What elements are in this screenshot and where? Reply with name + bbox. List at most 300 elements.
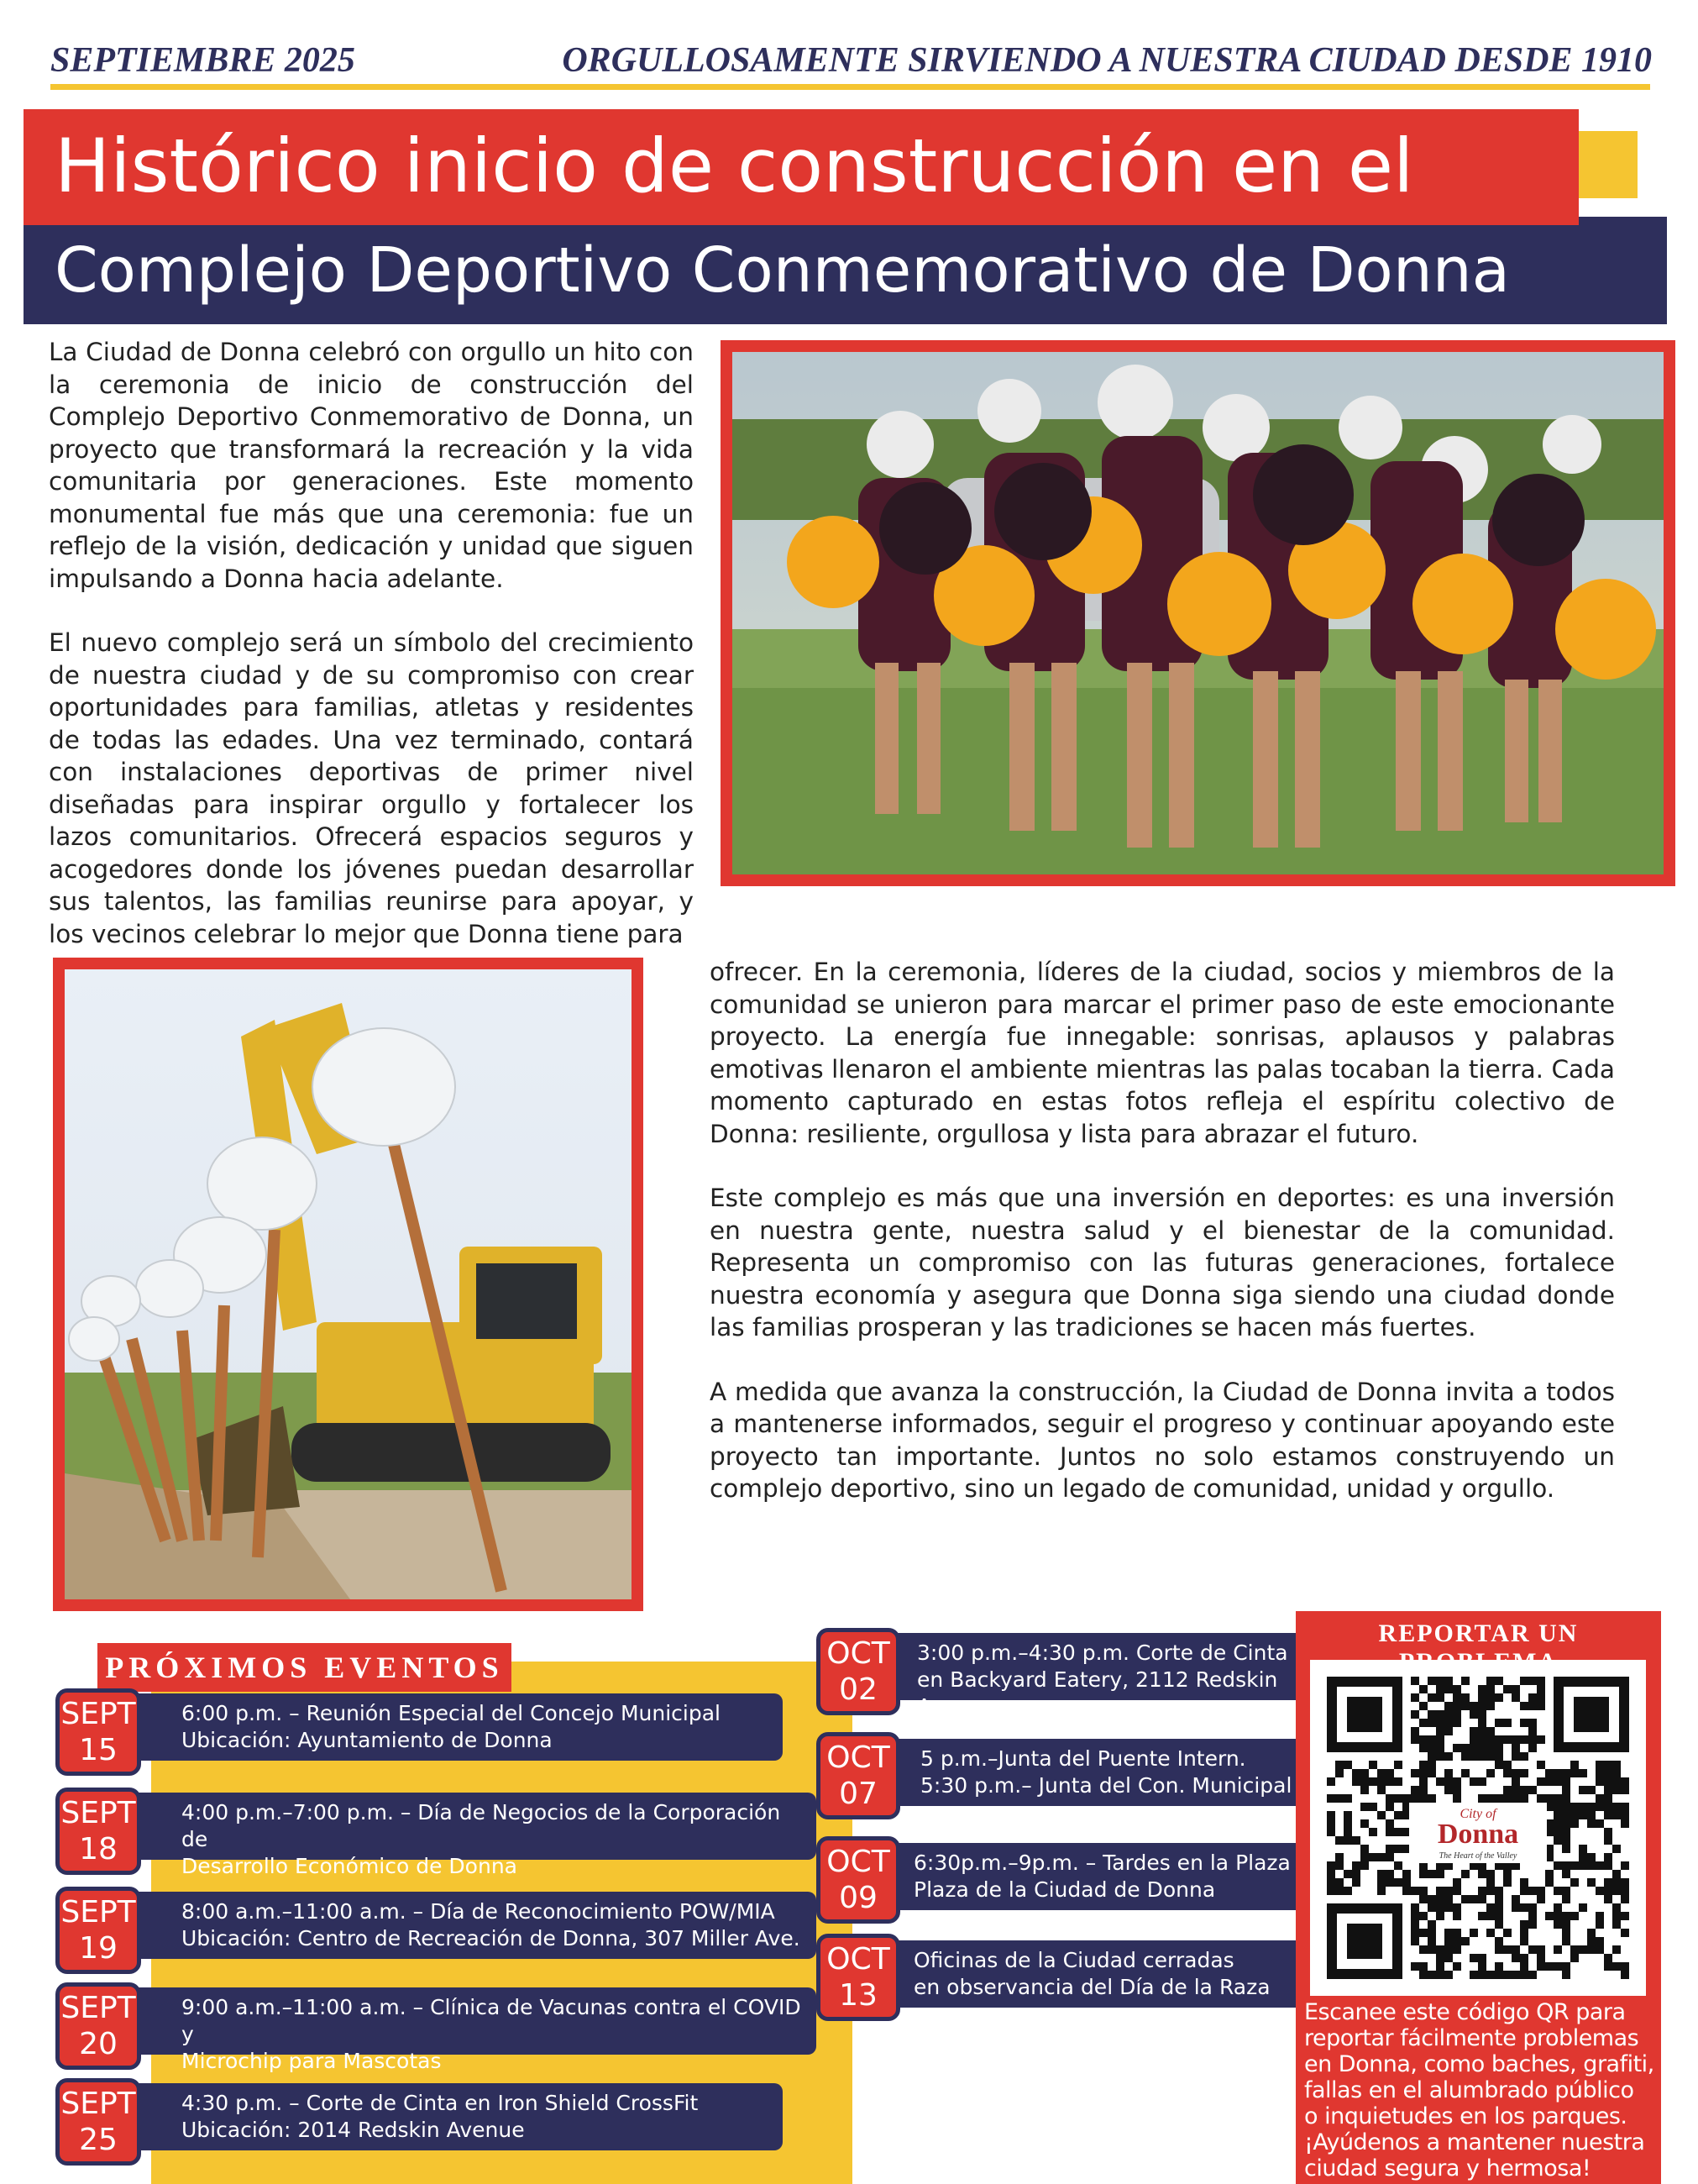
qr-module: [1461, 1693, 1470, 1702]
qr-module: [1419, 1744, 1428, 1752]
qr-module: [1596, 1794, 1604, 1803]
headline-line-2: Complejo Deportivo Conmemorativo de Donna: [55, 234, 1510, 307]
qr-module: [1612, 1786, 1621, 1794]
qr-module: [1436, 1735, 1444, 1744]
qr-module: [1419, 1929, 1428, 1937]
qr-module: [1360, 1803, 1369, 1811]
qr-module: [1419, 1912, 1428, 1920]
qr-module: [1621, 1819, 1629, 1828]
qr-module: [1604, 1853, 1612, 1861]
qr-module: [1344, 1828, 1352, 1836]
event-line-2: Microchip para Mascotas: [181, 2049, 442, 2073]
qr-module: [1461, 1702, 1470, 1710]
qr-module: [1604, 1786, 1612, 1794]
qr-module: [1444, 1769, 1453, 1777]
qr-module: [1402, 1794, 1411, 1803]
qr-module: [1436, 1710, 1444, 1719]
qr-module: [1604, 1962, 1612, 1971]
event-details: [850, 1633, 1313, 1719]
article-right-column: [710, 956, 1615, 1537]
qr-module: [1411, 1937, 1419, 1945]
qr-module: [1453, 1702, 1461, 1710]
qr-module: [1621, 1912, 1629, 1920]
qr-module: [1453, 1929, 1461, 1937]
qr-module: [1461, 1744, 1470, 1752]
qr-module: [1419, 1702, 1428, 1710]
report-text-line: ¡Ayúdenos a mantener nuestra: [1304, 2129, 1645, 2155]
qr-module: [1344, 1836, 1352, 1845]
qr-module: [1461, 1769, 1470, 1777]
event-date-badge: [816, 1934, 900, 2021]
qr-module: [1545, 1794, 1554, 1803]
qr-module: [1461, 1752, 1470, 1761]
event-month: OCT: [826, 1740, 890, 1775]
event-date-badge: [55, 1688, 141, 1776]
qr-module: [1478, 1744, 1486, 1752]
qr-module: [1537, 1761, 1545, 1769]
qr-module: [1579, 1853, 1587, 1861]
qr-module: [1537, 1945, 1545, 1954]
report-text-line: en Donna, como baches, grafiti,: [1304, 2051, 1654, 2077]
qr-module: [1377, 1777, 1386, 1786]
qr-module: [1528, 1971, 1537, 1979]
qr-module: [1436, 1870, 1444, 1878]
qr-module: [1554, 1912, 1562, 1920]
qr-module: [1352, 1769, 1360, 1777]
qr-module: [1428, 1769, 1436, 1777]
qr-module: [1428, 1735, 1436, 1744]
qr-module: [1419, 1761, 1428, 1769]
qr-module: [1621, 1962, 1629, 1971]
event-month: SEPT: [60, 1991, 136, 2025]
qr-module: [1444, 1971, 1453, 1979]
qr-module: [1436, 1954, 1444, 1962]
qr-module: [1327, 1777, 1335, 1786]
qr-module: [1596, 1945, 1604, 1954]
qr-module: [1411, 1903, 1419, 1912]
qr-module: [1621, 1887, 1629, 1895]
qr-module: [1562, 1786, 1570, 1794]
qr-module: [1495, 1744, 1503, 1752]
qr-module: [1587, 1861, 1596, 1870]
qr-module: [1512, 1685, 1520, 1693]
qr-module: [1604, 1878, 1612, 1887]
qr-module: [1411, 1727, 1419, 1735]
qr-module: [1512, 1744, 1520, 1752]
event-details: [89, 1987, 816, 2073]
event-date-badge: [816, 1628, 900, 1715]
qr-module: [1428, 1744, 1436, 1752]
event-date-badge: [55, 1788, 141, 1875]
qr-module: [1444, 1677, 1453, 1685]
qr-module: [1470, 1735, 1478, 1744]
qr-module: [1570, 1945, 1579, 1954]
event-details: [89, 1693, 783, 1761]
qr-module: [1335, 1761, 1344, 1769]
event-day: 20: [79, 2027, 118, 2061]
event-month: OCT: [826, 1845, 890, 1879]
qr-module: [1512, 1971, 1520, 1979]
qr-module: [1411, 1912, 1419, 1920]
qr-module: [1570, 1761, 1579, 1769]
qr-module: [1369, 1761, 1377, 1769]
event-line-1: 5 p.m.–Junta del Puente Intern.: [920, 1746, 1246, 1771]
qr-module: [1486, 1912, 1495, 1920]
qr-module: [1411, 1920, 1419, 1929]
qr-module: [1562, 1929, 1570, 1937]
qr-module: [1461, 1895, 1470, 1903]
qr-module: [1486, 1727, 1495, 1735]
qr-module: [1428, 1937, 1436, 1945]
qr-module: [1596, 1819, 1604, 1828]
event-day: 18: [79, 1832, 118, 1866]
qr-module: [1453, 1710, 1461, 1719]
qr-module: [1419, 1895, 1428, 1903]
report-problem-text: [1304, 1999, 1657, 2181]
report-qr-code[interactable]: [1310, 1660, 1646, 1996]
qr-module: [1528, 1744, 1537, 1752]
qr-module: [1587, 1786, 1596, 1794]
qr-module: [1436, 1895, 1444, 1903]
qr-module: [1428, 1693, 1436, 1702]
qr-module: [1621, 1786, 1629, 1794]
qr-module: [1554, 1811, 1562, 1819]
qr-module: [1327, 1811, 1335, 1819]
qr-module: [1503, 1786, 1512, 1794]
qr-module: [1528, 1903, 1537, 1912]
qr-module: [1528, 1912, 1537, 1920]
qr-module: [1444, 1719, 1453, 1727]
qr-module: [1537, 1693, 1545, 1702]
qr-module: [1486, 1769, 1495, 1777]
qr-module: [1461, 1870, 1470, 1878]
qr-module: [1436, 1887, 1444, 1895]
qr-module: [1335, 1878, 1344, 1887]
qr-module: [1411, 1769, 1419, 1777]
qr-module: [1621, 1861, 1629, 1870]
qr-module: [1495, 1903, 1503, 1912]
qr-module: [1428, 1895, 1436, 1903]
qr-module: [1520, 1735, 1528, 1744]
qr-module: [1495, 1895, 1503, 1903]
qr-module: [1428, 1920, 1436, 1929]
qr-module: [1562, 1920, 1570, 1929]
qr-module: [1486, 1903, 1495, 1912]
qr-module: [1596, 1861, 1604, 1870]
qr-module: [1545, 1962, 1554, 1971]
qr-module: [1537, 1794, 1545, 1803]
qr-module: [1453, 1912, 1461, 1920]
qr-module: [1444, 1954, 1453, 1962]
qr-module: [1512, 1777, 1520, 1786]
qr-module: [1444, 1777, 1453, 1786]
qr-module: [1453, 1719, 1461, 1727]
qr-module: [1436, 1744, 1444, 1752]
qr-module: [1495, 1735, 1503, 1744]
qr-module: [1377, 1811, 1386, 1819]
qr-module: [1562, 1836, 1570, 1845]
qr-module: [1411, 1786, 1419, 1794]
qr-module: [1503, 1685, 1512, 1693]
qr-module: [1596, 1803, 1604, 1811]
article-paragraph: El nuevo complejo será un símbolo del crecimiento de nuestra ciudad y de su compromiso con crear oportunidades para familias, atletas y residentes de todas las edades. Una vez terminado, contará con instalaciones deportivas de primer nivel diseñadas para inspirar orgullo y fortalecer los lazos comunitarios. Ofrecerá espacios seguros y acogedores donde los jóvenes puedan desarrollar sus talentos, las familias reunirse para apoyar, y los vecinos celebrar lo mejor que Donna tiene para: [49, 628, 694, 948]
qr-module: [1621, 1878, 1629, 1887]
qr-module: [1495, 1937, 1503, 1945]
qr-module: [1470, 1971, 1478, 1979]
qr-module: [1503, 1971, 1512, 1979]
qr-module: [1352, 1836, 1360, 1845]
qr-module: [1386, 1769, 1394, 1777]
qr-module: [1579, 1845, 1587, 1853]
qr-module: [1394, 1761, 1402, 1769]
qr-module: [1512, 1895, 1520, 1903]
qr-module: [1520, 1887, 1528, 1895]
groundbreaking-image: [65, 969, 632, 1599]
qr-module: [1579, 1903, 1587, 1912]
qr-module: [1360, 1861, 1369, 1870]
event-line-1: 9:00 a.m.–11:00 a.m. – Clínica de Vacunas contra el COVID y: [181, 1995, 801, 2046]
qr-module: [1554, 1794, 1562, 1803]
event-day: 15: [79, 1733, 118, 1767]
qr-module: [1478, 1710, 1486, 1719]
qr-module: [1520, 1929, 1528, 1937]
cheerleaders-photo: [721, 340, 1675, 886]
report-text-line: fallas en el alumbrado público: [1304, 2077, 1634, 2103]
qr-module: [1512, 1954, 1520, 1962]
event-line-2: Desarrollo Económico de Donna: [181, 1854, 517, 1878]
qr-module: [1520, 1971, 1528, 1979]
qr-module: [1604, 1794, 1612, 1803]
qr-module: [1470, 1710, 1478, 1719]
qr-module: [1327, 1861, 1335, 1870]
qr-module: [1444, 1945, 1453, 1954]
qr-module: [1587, 1811, 1596, 1819]
qr-module: [1512, 1735, 1520, 1744]
qr-module: [1386, 1853, 1394, 1861]
qr-module: [1554, 1945, 1562, 1954]
qr-module: [1402, 1887, 1411, 1895]
qr-module: [1453, 1777, 1461, 1786]
event-month: SEPT: [60, 1895, 136, 1929]
article-paragraph: Este complejo es más que una inversión en deportes: es una inversión en nuestra gente, nuestra salud y el bienestar de la comunidad. Representa un compromiso con las futuras generaciones, fortalece nuestra economía y asegura que Donna siga siendo una ciudad donde las familias prosperan y las tradiciones se hacen más fuertes.: [710, 1184, 1615, 1341]
qr-module: [1486, 1971, 1495, 1979]
qr-module: [1604, 1828, 1612, 1836]
qr-module: [1411, 1677, 1419, 1685]
qr-module: [1570, 1954, 1579, 1962]
event-line-1: 4:00 p.m.–7:00 p.m. – Día de Negocios de la Corporación de: [181, 1800, 781, 1851]
qr-module: [1486, 1878, 1495, 1887]
qr-module: [1604, 1861, 1612, 1870]
qr-module: [1503, 1878, 1512, 1887]
qr-module: [1352, 1861, 1360, 1870]
qr-module: [1478, 1971, 1486, 1979]
qr-module: [1621, 1895, 1629, 1903]
qr-module: [1604, 1811, 1612, 1819]
qr-module: [1377, 1887, 1386, 1895]
qr-module: [1377, 1870, 1386, 1878]
qr-module: [1520, 1954, 1528, 1962]
event-line-2: en observancia del Día de la Raza: [914, 1975, 1271, 1999]
qr-module: [1386, 1794, 1394, 1803]
qr-module: [1369, 1777, 1377, 1786]
qr-module: [1604, 1769, 1612, 1777]
qr-module: [1444, 1903, 1453, 1912]
qr-module: [1612, 1777, 1621, 1786]
qr-logo-tagline: The Heart of the Valley: [1439, 1851, 1517, 1861]
qr-module: [1453, 1962, 1461, 1971]
qr-module: [1344, 1794, 1352, 1803]
qr-module: [1520, 1937, 1528, 1945]
qr-module: [1545, 1878, 1554, 1887]
qr-module: [1604, 1803, 1612, 1811]
article-paragraph: ofrecer. En la ceremonia, líderes de la ciudad, socios y miembros de la comunidad se unieron para marcar el primer paso de este emocionante proyecto. La energía fue innegable: sonrisas, aplausos y palabras emotivas llenaron el ambiente mientras las palas tocaban la tierra. Cada momento capturado en estas fotos refleja el espíritu colectivo de Donna: resiliente, orgullosa y lista para abrazar el futuro.: [710, 958, 1615, 1148]
qr-module: [1554, 1803, 1562, 1811]
article-paragraph: A medida que avanza la construcción, la Ciudad de Donna invita a todos a mantenerse informados, seguir el progreso y continuar apoyando este proyecto tan importante. Juntos no solo estamos construyendo un complejo deportivo, sino un legado de comunidad, unidad y orgullo.: [710, 1377, 1615, 1503]
qr-module: [1528, 1920, 1537, 1929]
qr-module: [1503, 1735, 1512, 1744]
qr-module: [1562, 1828, 1570, 1836]
qr-module: [1419, 1735, 1428, 1744]
headline-accent: [1579, 131, 1638, 198]
qr-module: [1520, 1786, 1528, 1794]
qr-module: [1478, 1719, 1486, 1727]
qr-module: [1436, 1945, 1444, 1954]
event-details: [850, 1940, 1313, 2008]
headline-line-1: Histórico inicio de construcción en el: [55, 123, 1414, 209]
event-date-badge: [55, 2078, 141, 2166]
event-date-badge: [55, 1887, 141, 1974]
qr-module: [1360, 1769, 1369, 1777]
qr-module: [1486, 1677, 1495, 1685]
event-date-badge: [816, 1836, 900, 1924]
qr-module: [1444, 1929, 1453, 1937]
qr-module: [1520, 1702, 1528, 1710]
qr-module: [1444, 1710, 1453, 1719]
qr-module: [1394, 1861, 1402, 1870]
event-line-2: en Backyard Eatery, 2112 Redskin Ave: [917, 1667, 1278, 1719]
qr-module: [1570, 1803, 1579, 1811]
qr-module: [1587, 1803, 1596, 1811]
qr-module: [1470, 1777, 1478, 1786]
qr-module: [1495, 1962, 1503, 1971]
qr-module: [1360, 1777, 1369, 1786]
qr-module: [1537, 1954, 1545, 1962]
qr-module: [1562, 1937, 1570, 1945]
cheerleaders-image: [732, 352, 1664, 874]
event-month: SEPT: [60, 1796, 136, 1830]
qr-module: [1587, 1937, 1596, 1945]
qr-module: [1562, 1819, 1570, 1828]
qr-module: [1537, 1895, 1545, 1903]
qr-module: [1470, 1702, 1478, 1710]
qr-module: [1436, 1677, 1444, 1685]
qr-code-icon: [1310, 1660, 1646, 1996]
qr-module: [1444, 1702, 1453, 1710]
qr-module: [1352, 1777, 1360, 1786]
event-day: 19: [79, 1931, 118, 1966]
qr-module: [1486, 1794, 1495, 1803]
qr-module: [1612, 1920, 1621, 1929]
qr-module: [1453, 1937, 1461, 1945]
qr-module: [1386, 1828, 1394, 1836]
event-line-2: 5:30 p.m.– Junta del Con. Municipal: [920, 1773, 1292, 1798]
qr-module: [1545, 1912, 1554, 1920]
qr-module: [1621, 1929, 1629, 1937]
qr-module: [1478, 1777, 1486, 1786]
qr-module: [1360, 1819, 1369, 1828]
qr-module: [1528, 1735, 1537, 1744]
qr-module: [1436, 1693, 1444, 1702]
qr-module: [1587, 1929, 1596, 1937]
qr-module: [1335, 1853, 1344, 1861]
qr-module: [1621, 1777, 1629, 1786]
event-day: 13: [839, 1978, 878, 2013]
qr-module: [1554, 1828, 1562, 1836]
qr-module: [1570, 1912, 1579, 1920]
qr-module: [1428, 1794, 1436, 1803]
qr-module: [1470, 1744, 1478, 1752]
qr-module: [1470, 1895, 1478, 1903]
event-line-1: 3:00 p.m.–4:30 p.m. Corte de Cinta: [917, 1641, 1288, 1665]
qr-module: [1503, 1929, 1512, 1937]
event-details: [850, 1843, 1313, 1910]
qr-module: [1562, 1777, 1570, 1786]
qr-module: [1562, 1803, 1570, 1811]
masthead-motto: ORGULLOSAMENTE SIRVIENDO A NUESTRA CIUDAD DESDE 1910: [562, 41, 1652, 80]
qr-module: [1344, 1811, 1352, 1819]
qr-module: [1335, 1836, 1344, 1845]
qr-module: [1579, 1769, 1587, 1777]
qr-module: [1537, 1887, 1545, 1895]
qr-module: [1570, 1819, 1579, 1828]
event-day: 02: [839, 1672, 878, 1707]
qr-module: [1503, 1761, 1512, 1769]
qr-module: [1327, 1794, 1335, 1803]
qr-module: [1444, 1937, 1453, 1945]
qr-module: [1528, 1727, 1537, 1735]
event-line-2: Ubicación: Ayuntamiento de Donna: [181, 1728, 553, 1752]
event-details: [89, 1793, 816, 1878]
qr-module: [1520, 1752, 1528, 1761]
qr-module: [1562, 1811, 1570, 1819]
qr-module: [1394, 1828, 1402, 1836]
masthead-rule: [50, 84, 1650, 90]
qr-module: [1453, 1786, 1461, 1794]
qr-module: [1545, 1769, 1554, 1777]
qr-module: [1419, 1945, 1428, 1954]
qr-module: [1478, 1794, 1486, 1803]
qr-module: [1486, 1702, 1495, 1710]
qr-module: [1587, 1945, 1596, 1954]
qr-module: [1419, 1962, 1428, 1971]
qr-module: [1528, 1702, 1537, 1710]
qr-module: [1352, 1870, 1360, 1878]
qr-module: [1579, 1803, 1587, 1811]
qr-module: [1453, 1878, 1461, 1887]
qr-module: [1612, 1945, 1621, 1954]
qr-module: [1486, 1929, 1495, 1937]
qr-module: [1495, 1912, 1503, 1920]
qr-module: [1554, 1920, 1562, 1929]
qr-module: [1503, 1769, 1512, 1777]
qr-module: [1428, 1971, 1436, 1979]
qr-module: [1394, 1845, 1402, 1853]
qr-module: [1495, 1794, 1503, 1803]
qr-module: [1596, 1769, 1604, 1777]
qr-module: [1537, 1685, 1545, 1693]
qr-module: [1436, 1719, 1444, 1727]
qr-module: [1537, 1677, 1545, 1685]
